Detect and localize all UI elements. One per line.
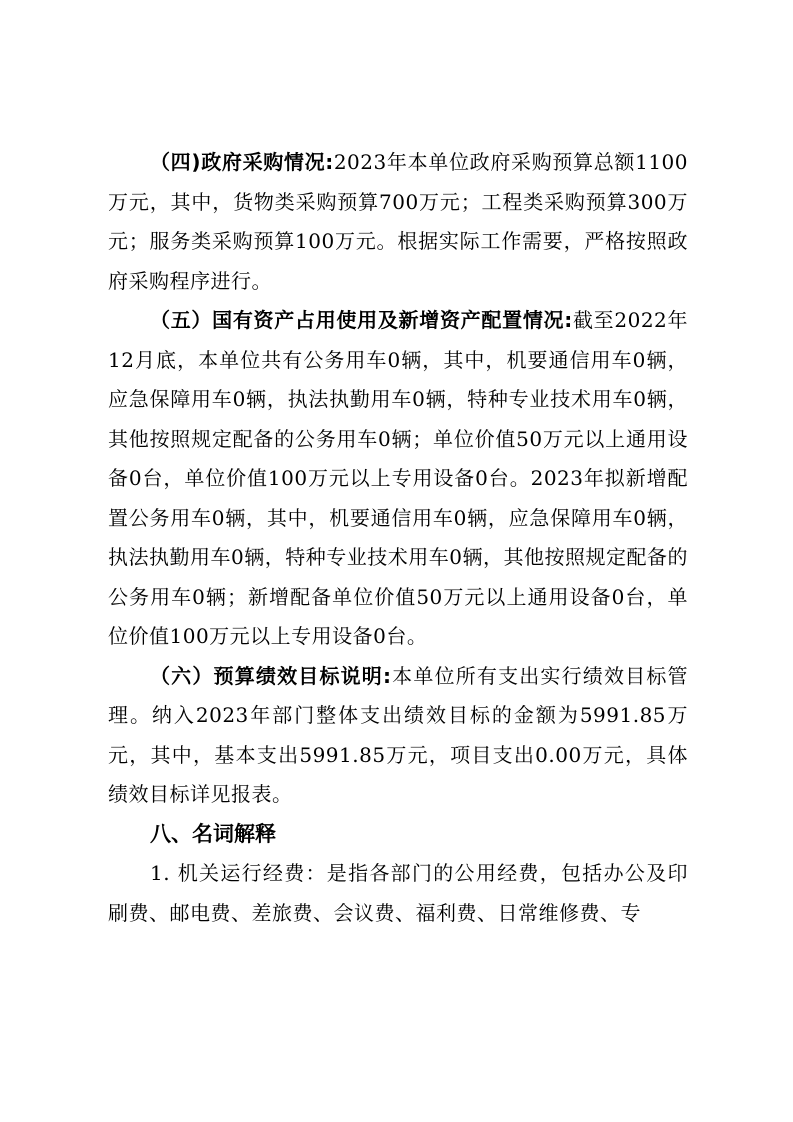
section-state-assets-text: 截至2022年12月底，本单位共有公务用车0辆，其中，机要通信用车0辆，应急保障用车0辆，执法执勤用车0辆，特种专业技术用车0辆，其他按照规定配备的公务用车0辆；单位价值50万元以上通用设备0台，单位价值100万元以上专用设备0台。2023年拟新增配置公务用车0辆，其中，机要通信用车0辆，应急保障用车0辆，执法执勤用车0辆，特种专业技术用车0辆，其他按照规定配备的公务用车0辆；新增配备单位价值50万元以上通用设备0台，单位价值100万元以上专用设备0台。 <box>108 308 688 648</box>
section-procurement-label: （四)政府采购情况: <box>150 150 334 174</box>
section-state-assets-label: （五）国有资产占用使用及新增资产配置情况: <box>150 308 573 332</box>
section-state-assets <box>108 301 688 657</box>
section-performance-goals-text: 本单位所有支出实行绩效目标管理。纳入2023年部门整体支出绩效目标的金额为5991.85万元，其中，基本支出5991.85万元，项目支出0.00万元，具体绩效目标详见报表。 <box>108 663 689 806</box>
section-performance-goals-label: （六）预算绩效目标说明: <box>150 663 392 688</box>
glossary-item-operating-expenses: 1. 机关运行经费：是指各部门的公用经费，包括办公及印刷费、邮电费、差旅费、会议费、福利费、日常维修费、专 <box>108 861 688 925</box>
document-page <box>108 143 688 933</box>
glossary-heading: 八、名词解释 <box>150 821 276 846</box>
section-procurement <box>108 143 688 301</box>
section-performance-goals <box>108 657 688 815</box>
section-procurement-text: 2023年本单位政府采购预算总额1100万元，其中，货物类采购预算700万元；工程类采购预算300万元；服务类采购预算100万元。根据实际工作需要，严格按照政府采购程序进行。 <box>108 150 689 293</box>
